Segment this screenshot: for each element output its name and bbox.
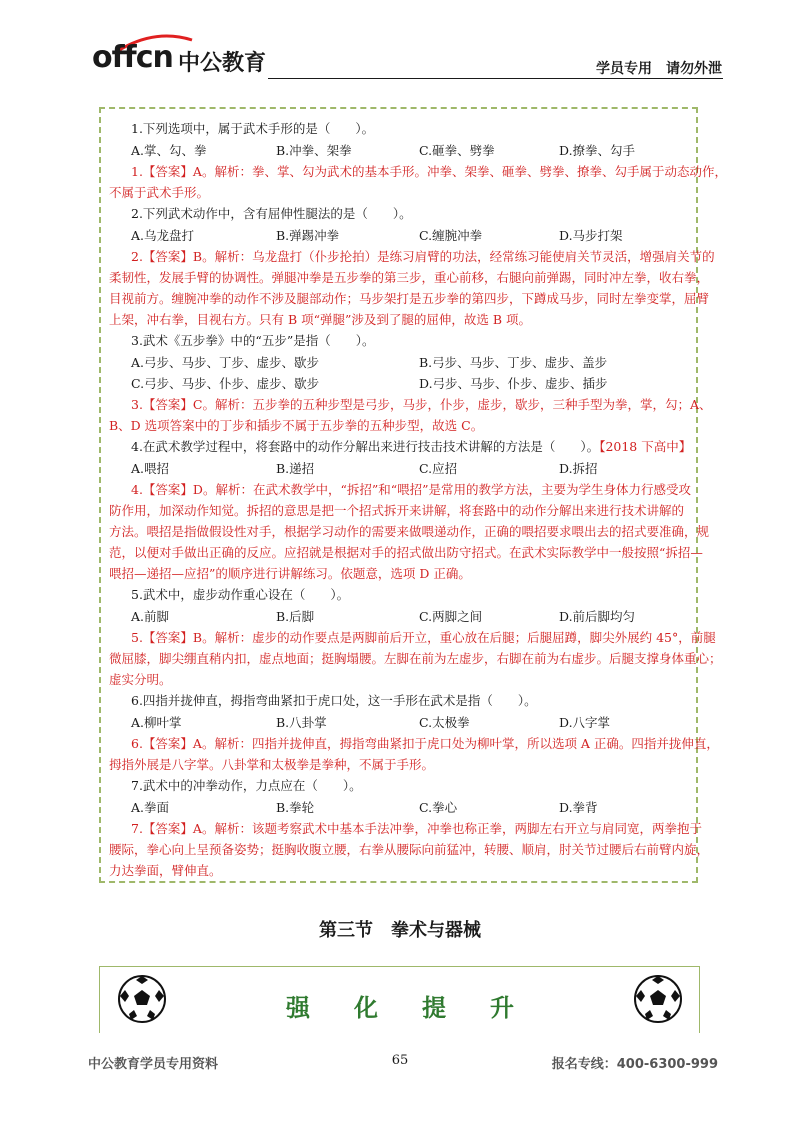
question-option: C.砸拳、劈拳 — [419, 143, 495, 158]
question-option: B.拳轮 — [276, 800, 315, 815]
page-number: 65 — [391, 1053, 409, 1068]
answer-line: 喂招—递招—应招”的顺序进行讲解练习。依题意，选项 D 正确。 — [109, 566, 471, 581]
exam-tag: 【2018 下高中】 — [599, 439, 692, 454]
question-option: D.前后脚均匀 — [559, 609, 636, 624]
logo-chinese: 中公教育 — [178, 51, 267, 76]
question-option: B.八卦掌 — [276, 715, 327, 730]
section-title: 第三节 拳术与器械 — [319, 920, 481, 941]
answer-line: 不属于武术手形。 — [109, 185, 210, 200]
question-stem: 3.武术《五步拳》中的“五步”是指（ ）。 — [131, 333, 375, 348]
question-option: C.弓步、马步、仆步、虚步、歇步 — [131, 376, 320, 391]
answer-line: 7.【答案】A。解析：该题考察武术中基本手法冲拳，冲拳也称正拳，两脚左右开立与肩同宽，两拳抱于 — [131, 821, 702, 836]
answer-line: 防作用，加深动作知觉。拆招的意思是把一个招式拆开来讲解，将套路中的动作分解出来进行技术讲解的 — [109, 503, 685, 518]
question-option: A.柳叶掌 — [131, 715, 182, 730]
question-option: B.弓步、马步、丁步、虚步、盖步 — [419, 355, 608, 370]
header-tag: 学员专用 请勿外泄 — [596, 61, 722, 77]
answer-line: 腰际，拳心向上呈预备姿势；挺胸收腹立腰，右拳从腰际向前猛冲，转腰、顺肩，肘关节过腰后右前臂内旋， — [109, 842, 710, 857]
answer-line: 目视前方。缠腕冲拳的动作不涉及腿部动作；马步架打是五步拳的第四步，下蹲成马步，同时左拳变掌，屈臂 — [109, 291, 710, 306]
question-stem: 6.四指并拢伸直，拇指弯曲紧扣于虎口处，这一手形在武术是指（ ）。 — [131, 693, 537, 708]
answer-line: 柔韧性，发展手臂的协调性。弹腿冲拳是五步拳的第三步，重心前移，右腿向前弹踢，同时冲左拳，收右拳， — [109, 270, 710, 285]
answer-line: 范，以便对手做出正确的反应。应招就是根据对手的招式做出防守招式。在武术实际教学中一般按照“拆招— — [109, 545, 703, 560]
question-option: B.后脚 — [276, 609, 315, 624]
question-option: B.弹踢冲拳 — [276, 228, 340, 243]
question-option: C.缠腕冲拳 — [419, 228, 483, 243]
question-option: A.前脚 — [131, 609, 170, 624]
question-option: A.掌、勾、拳 — [131, 143, 207, 158]
answer-line: 5.【答案】B。解析：虚步的动作要点是两脚前后开立，重心放在后腿；后腿屈蹲，脚尖外展约 45°，前腿 — [131, 630, 716, 645]
answer-line: B、D 选项答案中的丁步和插步不属于五步拳的五种步型，故选 C。 — [109, 418, 484, 433]
question-stem: 5.武术中，虚步动作重心设在（ ）。 — [131, 587, 350, 602]
answer-line: 上架，冲右拳，目视右方。只有 B 项“弹腿”涉及到了腿的屈伸，故选 B 项。 — [109, 312, 532, 327]
answer-line: 2.【答案】B。解析：乌龙盘打（仆步抡拍）是练习肩臂的功法，经常练习能使肩关节灵活，增强肩关节的 — [131, 249, 715, 264]
footer-hotline: 报名专线：400-6300-999 — [551, 1057, 718, 1072]
answer-line: 力达拳面，臂伸直。 — [109, 863, 222, 878]
answer-line: 1.【答案】A。解析：拳、掌、勾为武术的基本手形。冲拳、架拳、砸拳、劈拳、撩拳、勾手属于动态动作， — [131, 164, 727, 179]
question-option: C.拳心 — [419, 800, 458, 815]
question-option: C.太极拳 — [419, 715, 470, 730]
answer-line: 微屈膝，脚尖绷直稍内扣，虚点地面；挺胸塌腰。左脚在前为左虚步，右脚在前为右虚步。后腿支撑身体重心； — [109, 651, 722, 666]
question-option: A.乌龙盘打 — [131, 228, 195, 243]
question-option: D.马步打架 — [559, 228, 623, 243]
question-option: D.弓步、马步、仆步、虚步、插步 — [419, 376, 608, 391]
question-option: B.递招 — [276, 461, 315, 476]
question-option: A.拳面 — [131, 800, 170, 815]
question-option: B.冲拳、架拳 — [276, 143, 352, 158]
answer-line: 3.【答案】C。解析：五步拳的五种步型是弓步，马步，仆步，虚步，歇步，三种手型为拳，掌，勾；A、 — [131, 397, 712, 412]
offcn-logo — [92, 40, 277, 80]
question-option: A.弓步、马步、丁步、虚步、歇步 — [131, 355, 320, 370]
question-option: C.应招 — [419, 461, 458, 476]
footer-left: 中公教育学员专用资料 — [88, 1057, 219, 1072]
answer-line: 拇指外展是八字掌。八卦掌和太极拳是拳种，不属于手形。 — [109, 757, 435, 772]
question-stem: 2.下列武术动作中，含有屈伸性腿法的是（ ）。 — [131, 206, 412, 221]
question-option: D.拆招 — [559, 461, 598, 476]
header-divider — [268, 78, 723, 79]
logo-latin: offcn — [92, 40, 173, 75]
question-stem: 1.下列选项中，属于武术手形的是（ ）。 — [131, 121, 375, 136]
banner-title: 强化提升 — [286, 993, 558, 1022]
question-option: D.拳背 — [559, 800, 598, 815]
question-option: C.两脚之间 — [419, 609, 483, 624]
question-option: D.八字掌 — [559, 715, 611, 730]
question-option: D.撩拳、勾手 — [559, 143, 636, 158]
question-stem — [131, 437, 691, 455]
answer-line: 虚实分明。 — [109, 672, 172, 687]
question-option: A.喂招 — [131, 461, 170, 476]
question-stem: 7.武术中的冲拳动作，力点应在（ ）。 — [131, 778, 362, 793]
answer-line: 方法。喂招是指做假设性对手，根据学习动作的需要来做喂递动作，正确的喂招要求喂出去的招式要准确，规 — [109, 524, 710, 539]
answer-line: 4.【答案】D。解析：在武术教学中，“拆招”和“喂招”是常用的教学方法，主要为学生身体力行感受攻 — [131, 482, 692, 497]
page-header — [92, 36, 722, 86]
answer-line: 6.【答案】A。解析：四指并拢伸直，拇指弯曲紧扣于虎口处为柳叶掌，所以选项 A 正确。四指并拢伸直， — [131, 736, 719, 751]
question-stem-text: 4.在武术教学过程中，将套路中的动作分解出来进行技击技术讲解的方法是（ ）。 — [131, 439, 600, 454]
